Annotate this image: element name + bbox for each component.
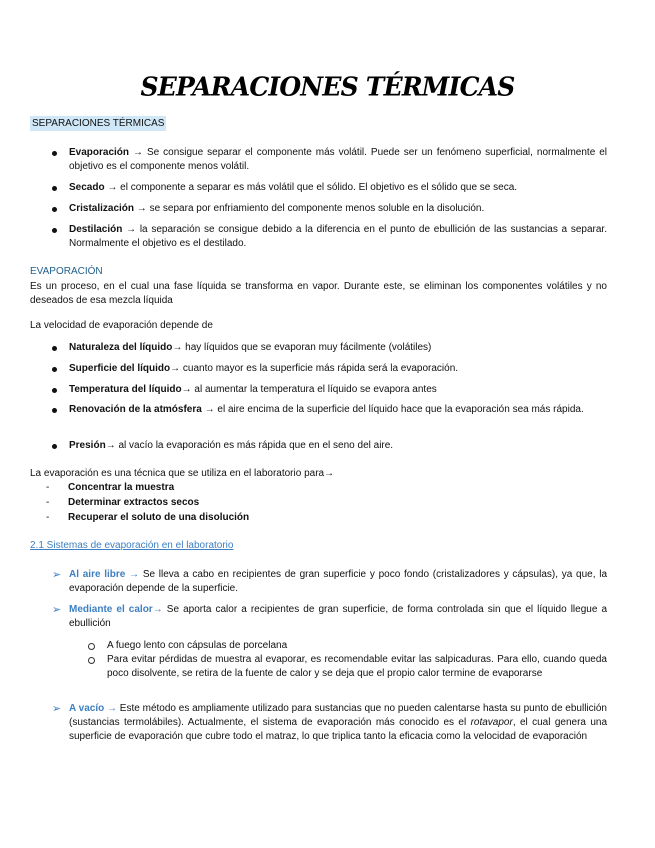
- bullet-dot-icon: [52, 444, 57, 449]
- bullet-dot-icon: [52, 367, 57, 372]
- bullet-dot-icon: [52, 346, 57, 351]
- bullet-dot-icon: [52, 388, 57, 393]
- circle-bullet-icon: [88, 643, 95, 650]
- page-title: SEPARACIONES TÉRMICAS: [140, 71, 515, 102]
- circle-bullet-icon: [88, 657, 95, 664]
- arrow-right-icon: ➢: [52, 569, 62, 581]
- bullet-dot-icon: [52, 228, 57, 233]
- bullet-dot-icon: [52, 151, 57, 156]
- paragraph: Es un proceso, en el cual una fase líquida se transforma en vapor. Durante este, se eliminan los componentes volátiles y no deseados de esa mezcla líquida: [30, 281, 607, 306]
- section-heading-separaciones: SEPARACIONES TÉRMICAS: [32, 118, 165, 129]
- section-heading-link[interactable]: 2.1 Sistemas de evaporación en el laboratorio: [30, 540, 234, 551]
- section-heading-evaporacion: EVAPORACIÓN: [30, 266, 103, 277]
- arrow-right-icon: ➢: [52, 604, 62, 616]
- paragraph: La velocidad de evaporación depende de: [30, 320, 213, 331]
- paragraph: La evaporación es una técnica que se utiliza en el laboratorio para→: [30, 468, 335, 479]
- arrow-right-icon: ➢: [52, 703, 62, 715]
- bullet-dot-icon: [52, 408, 57, 413]
- document-page: SEPARACIONES TÉRMICAS SEPARACIONES TÉRMICAS Evaporación → Se consigue separar el componente más volátil. Puede ser un fenómeno superficial, normalmente el objetivo es el componente menos volátil. Secado → el componente a separar es más volátil que el sólido. El objetivo es el sólido que se seca. Cristalización → se separa por enfriamiento del componente menos soluble en la disolución. Destilación → la separación se consigue debido a la diferencia en el punto de ebullición de las sustancias a separar. Normalmente el objetivo es el destilado. EVAPORACIÓN Es un proceso, en el cual una fase líquida se transforma en vapor. Durante este, se eliminan los componentes volátiles y no deseados de esa mezcla líquida La velocidad de evaporación depende de Naturaleza del líquido→ hay líquidos que se evaporan muy fácilmente (volátiles) Superficie del líquido→ cuanto mayor es la superficie más rápida será la evaporación. Temperatura del líquido→ al aumentar la temperatura el líquido se evapora antes Renovación de la atmósfera → el aire encima de la superficie del líquido hace que la evaporación sea más rápida. Presión→ al vacío la evaporación es más rápida que en el seno del aire. La evaporación es una técnica que se utiliza en el laboratorio para→ - Concentrar la muestra - Determinar extractos secos - Recuperar el soluto de una disolución 2.1 Sistemas de evaporación en el laboratorio ➢ Al aire libre → Se lleva a cabo en recipientes de gran superficie y poco fondo (cristalizadores y cápsulas), ya que, la evaporación depende de la superficie. ➢ Mediante el calor→ Se aporta calor a recipientes de gran superficie, de forma controlada sin que el líquido llegue a ebullición A fuego lento con cápsulas de porcelana Para evitar pérdidas de muestra al evaporar, es recomendable evitar las salpicaduras. Para ello, cuando queda poco disolvente, se retira de la fuente de calor y se deja que el propio calor termine de evaporarse ➢ A vacío → Este método es ampliamente utilizado para sustancias que no pueden calentarse hasta su punto de ebullición (sustancias termolábiles). Actualmente, el sistema de evaporación más conocido es el rotavapor, el cual genera una superficie de evaporación que cubre todo el matraz, lo que triplica tanto la eficacia como la velocidad de evaporación: [0, 0, 655, 848]
- bullet-dot-icon: [52, 186, 57, 191]
- bullet-dot-icon: [52, 207, 57, 212]
